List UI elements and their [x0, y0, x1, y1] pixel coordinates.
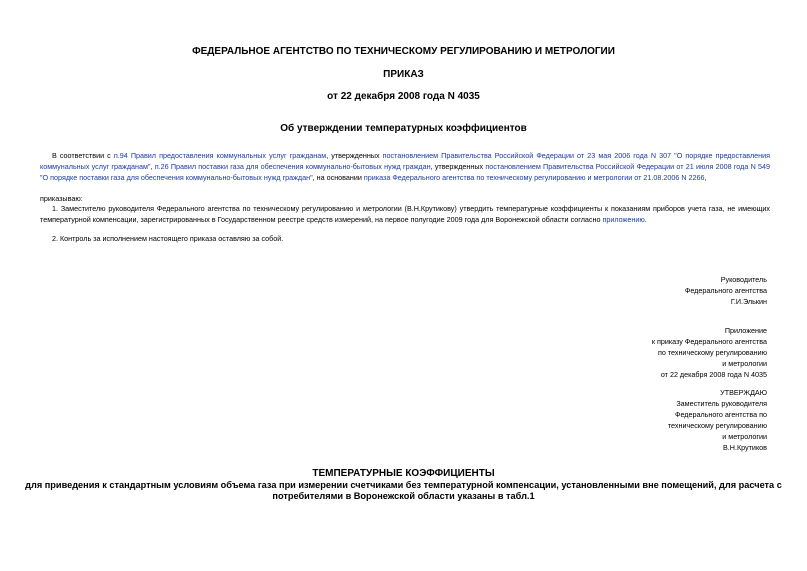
order-item-2: 2. Контроль за исполнением настоящего приказа оставляю за собой. [52, 234, 284, 243]
document-subject: Об утверждении температурных коэффициентов [280, 123, 527, 134]
preamble-paragraph [40, 150, 770, 183]
link-rules-p26[interactable]: п.26 Правил поставки газа для обеспечения коммунально-бытовых нужд граждан [154, 162, 431, 171]
coefficients-subtitle-line: потребителями в Воронежской области указаны в табл.1 [272, 491, 535, 501]
link-appendix[interactable]: приложению [602, 215, 645, 224]
appendix-block [652, 325, 767, 380]
link-rules-p94[interactable]: п.94 Правил предоставления коммунальных услуг гражданам [113, 151, 327, 160]
coefficients-title: ТЕМПЕРАТУРНЫЕ КОЭФФИЦИЕНТЫ [312, 468, 495, 479]
link-order-2266[interactable]: приказа Федерального агентства по техническому регулированию и метрологии от 21.08.2006 N 2266 [363, 173, 705, 182]
appendix-line: от 22 декабря 2008 года N 4035 [660, 370, 767, 379]
signature-line: Федерального агентства [684, 286, 767, 295]
approval-line: и метрологии [722, 432, 767, 441]
approval-line: техническому регулированию [667, 421, 767, 430]
signature-block [685, 274, 767, 307]
agency-heading: ФЕДЕРАЛЬНОЕ АГЕНТСТВО ПО ТЕХНИЧЕСКОМУ РЕГУЛИРОВАНИЮ И МЕТРОЛОГИИ [192, 46, 615, 57]
preamble-text-3: , [150, 162, 155, 171]
document-date-number: от 22 декабря 2008 года N 4035 [327, 91, 480, 102]
signature-line: Руководитель [720, 275, 767, 284]
appendix-line: Приложение [724, 326, 767, 335]
approval-line: Федерального агентства по [675, 410, 767, 419]
coefficients-heading [20, 468, 787, 502]
approval-block [668, 387, 767, 453]
preamble-text-4: , утвержденных [430, 162, 486, 171]
preamble-text-5: , на основании [312, 173, 364, 182]
preamble-text-2: , утвержденных [326, 151, 383, 160]
approval-line: Заместитель руководителя [676, 399, 767, 408]
preamble-text-1: В соответствии с [52, 151, 114, 160]
appendix-line: к приказу Федерального агентства [651, 337, 767, 346]
appendix-line: по техническому регулированию [657, 348, 767, 357]
coefficients-subtitle-line: для приведения к стандартным условиям объема газа при измерении счетчиками без температурной компенсации, установленными вне помещений, для расчета с [25, 480, 782, 490]
order-item-1 [40, 203, 770, 225]
signature-line: Г.И.Элькин [730, 297, 767, 306]
approval-line: В.Н.Крутиков [722, 443, 767, 452]
approval-line: УТВЕРЖДАЮ [720, 388, 767, 397]
document-type-heading: ПРИКАЗ [383, 69, 424, 80]
order-item-1-text: 1. Заместителю руководителя Федерального агентства по техническому регулированию и метрологии (В.Н.Крутикову) утвердить температурные коэффициенты к показаниям приборов учета газа, не имеющих температурной компенсации, зарегистрированных в Государственном реестре средств измерений, на первое полугодие 2009 года для Воронежской области согласно [40, 204, 770, 224]
order-item-1-end: . [644, 215, 647, 224]
orders-word: приказываю: [40, 194, 83, 203]
link-resolution-307[interactable]: постановлением Правительства Российской Федерации от 23 мая 2006 года N 307 "О порядке предоставления коммунальных услуг гражданам" [40, 151, 771, 171]
preamble-text-6: , [704, 173, 707, 182]
link-resolution-549[interactable]: постановлением Правительства Российской Федерации от 21 июля 2008 года N 549 "О порядке поставки газа для обеспечения коммунально-бытовых нужд граждан" [40, 162, 770, 182]
appendix-line: и метрологии [722, 359, 767, 368]
